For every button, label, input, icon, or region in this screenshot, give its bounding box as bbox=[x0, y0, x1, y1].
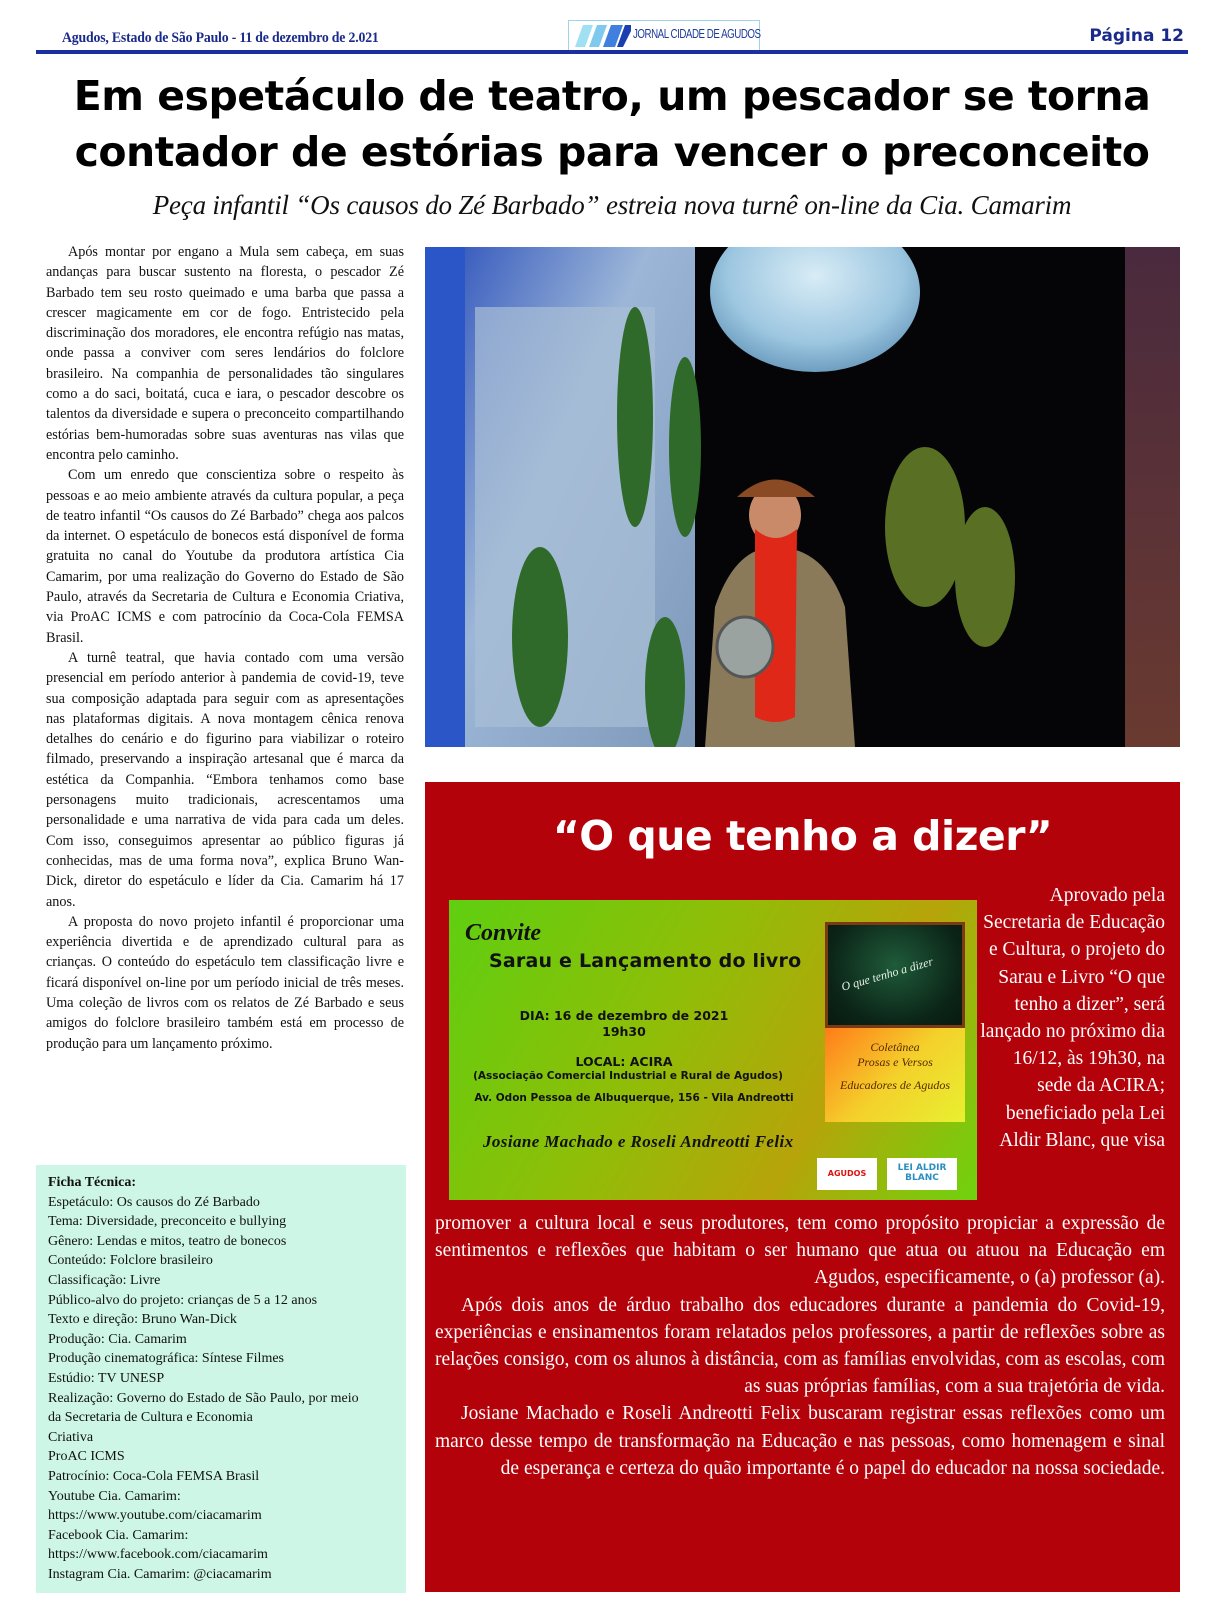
technical-sheet-line: Classificação: Livre bbox=[48, 1272, 161, 1288]
instagram-line: Instagram Cia. Camarim: @ciacamarim bbox=[48, 1566, 272, 1582]
technical-sheet-line: Youtube Cia. Camarim: bbox=[48, 1488, 181, 1504]
youtube-link[interactable]: https://www.youtube.com/ciacamarim bbox=[48, 1508, 262, 1524]
technical-sheet bbox=[36, 1165, 406, 1593]
invitation-local-full: (Associação Comercial Industrial e Rural de Agudos) bbox=[473, 1070, 783, 1082]
technical-sheet-line: Estúdio: TV UNESP bbox=[48, 1370, 165, 1386]
technical-sheet-line: Realização: Governo do Estado de São Paulo, por meio bbox=[48, 1390, 359, 1406]
headline-line-2: contador de estórias para vencer o preconceito bbox=[74, 128, 1150, 176]
invitation-label: Convite bbox=[465, 920, 541, 946]
technical-sheet-line: Tema: Diversidade, preconceito e bullying bbox=[48, 1214, 287, 1230]
invitation-heading: Sarau e Lançamento do livro bbox=[489, 950, 802, 972]
technical-sheet-line: Produção cinematográfica: Síntese Filmes bbox=[48, 1351, 284, 1367]
agudos-logo: AGUDOS bbox=[817, 1158, 877, 1190]
subheadline: Peça infantil “Os causos do Zé Barbado” estreia nova turnê on-line da Cia. Camarim bbox=[152, 190, 1072, 220]
technical-sheet-line: da Secretaria de Cultura e Economia bbox=[48, 1410, 253, 1426]
dateline: Agudos, Estado de São Paulo - 11 de dezembro de 2.021 bbox=[62, 30, 379, 46]
logo-stripes-icon bbox=[575, 25, 631, 47]
technical-sheet-title: Ficha Técnica: bbox=[48, 1175, 137, 1190]
theater-photo bbox=[425, 247, 1180, 747]
technical-sheet-line: Texto e direção: Bruno Wan-Dick bbox=[48, 1312, 237, 1328]
page-number: Página 12 bbox=[1089, 26, 1184, 46]
technical-sheet-line: Criativa bbox=[48, 1429, 94, 1445]
chalkboard bbox=[825, 922, 965, 1028]
sarau-side-text: Aprovado pela Secretaria de Educação e Cultura, o projeto do Sarau e Livro “O que tenho a dizer”, será lançado no próximo dia 16/12, às 19h30, na sede da ACIRA; beneficiado pela Lei Aldir Blanc, que visa bbox=[980, 885, 1165, 1151]
invitation-authors: Josiane Machado e Roseli Andreotti Felix bbox=[483, 1132, 794, 1151]
sarau-body bbox=[435, 1210, 1165, 1482]
article-paragraph: A proposta do novo projeto infantil é proporcionar uma experiência divertida e de aprendizado cultural para as crianças. O conteúdo do espetáculo tem classificação livre e ficará disponível on-line por um período inicial de três meses. Uma coleção de livros com os relatos de Zé Barbado e seus amigos do folclore brasileiro também está em processo de produção para um lançamento próximo. bbox=[46, 913, 404, 1052]
technical-sheet-line: Espetáculo: Os causos do Zé Barbado bbox=[48, 1194, 260, 1210]
article-paragraph: A turnê teatral, que havia contado com uma versão presencial em período anterior à pandemia de covid-19, teve sua composição adaptada para seguir com as apresentações nas plataformas digitais. A nova montagem cênica renova detalhes do cenário e do figurino para viabilizar o roteiro filmado, preservando a inspiração artesanal que é marca da estética da Companhia. “Embora tenhamos como base personagens muito tradicionais, acrescentamos uma personalidade e uma narrativa de vida para cada um deles. Com isso, conseguimos apresentar ao público figuras já conhecidas, mas de uma forma nova”, explica Bruno Wan-Dick, diretor do espetáculo e líder da Cia. Camarim há 17 anos. bbox=[46, 649, 404, 910]
facebook-link[interactable]: https://www.facebook.com/ciacamarim bbox=[48, 1547, 268, 1563]
article-paragraph: Com um enredo que conscientiza sobre o respeito às pessoas e ao meio ambiente através da cultura popular, a peça de teatro infantil “Os causos do Zé Barbado” chega aos palcos da internet. O espetáculo de bonecos está disponível de forma gratuita no canal do Youtube da produtora artística Cia Camarim, por uma realização do Governo do Estado de São Paulo, através da Secretaria de Cultura e Economia Criativa, via ProAC ICMS e com patrocínio da Coca-Cola FEMSA Brasil. bbox=[46, 467, 404, 646]
technical-sheet-line: Patrocínio: Coca-Cola FEMSA Brasil bbox=[48, 1468, 260, 1484]
technical-sheet-line: ProAC ICMS bbox=[48, 1449, 125, 1465]
sarau-paragraph: promover a cultura local e seus produtores, tem como propósito propiciar a expressão de sentimentos e reflexões que habitam o ser humano que atua ou atuou na Educação em Agudos, especificamente, o (a) professor (a). bbox=[435, 1213, 1165, 1289]
invitation-card bbox=[449, 900, 977, 1200]
invitation-time: 19h30 bbox=[602, 1024, 646, 1039]
theater-scene-illustration bbox=[425, 247, 1180, 747]
sarau-paragraph: Após dois anos de árduo trabalho dos educadores durante a pandemia do Covid-19, experiências e ensinamentos foram relatados pelos professores, a partir de reflexões sobre as relações consigo, com os alunos à distância, com as famílias envolvidas, com as escolas, com as suas próprias famílias, com a sua trajetória de vida. bbox=[435, 1294, 1165, 1398]
book-cover-text bbox=[825, 1028, 965, 1122]
headline-line-1: Em espetáculo de teatro, um pescador se torna bbox=[73, 72, 1151, 120]
book-cover-line: Prosas e Versos bbox=[857, 1055, 933, 1069]
newspaper-logo bbox=[568, 20, 760, 51]
masthead bbox=[36, 20, 1188, 56]
header-rule bbox=[36, 50, 1188, 54]
sponsor-logos bbox=[817, 1158, 967, 1192]
sarau-section bbox=[425, 782, 1180, 1592]
technical-sheet-line: Público-alvo do projeto: crianças de 5 a 12 anos bbox=[48, 1292, 318, 1308]
invitation-address: Av. Odon Pessoa de Albuquerque, 156 - Vila Andreotti bbox=[474, 1092, 794, 1104]
book-cover-line: Educadores de Agudos bbox=[840, 1078, 950, 1092]
technical-sheet-line: Produção: Cia. Camarim bbox=[48, 1331, 187, 1347]
logo-text: JORNAL CIDADE DE AGUDOS bbox=[633, 27, 761, 41]
headline bbox=[36, 68, 1188, 180]
book-cover-line: Coletânea bbox=[870, 1040, 920, 1054]
invitation-local: LOCAL: ACIRA bbox=[575, 1054, 673, 1069]
article-body bbox=[46, 242, 404, 1054]
article-paragraph: Após montar por engano a Mula sem cabeça, em suas andanças para buscar sustento na floresta, o pescador Zé Barbado tem seu rosto queimado e uma barba que passa a crescer magicamente em cor de fogo. Entristecido pela discriminação dos moradores, ele encontra refúgio nas matas, onde passa a conviver com seres lendários do folclore brasileiro. Na companhia de personalidades tão singulares como a do saci, boitatá, cuca e iara, o pescador descobre os talentos da diversidade e supera o preconceito compartilhando estórias bem-humoradas sobre suas aventuras nas vilas que encontra pelo caminho. bbox=[46, 244, 404, 463]
aldir-blanc-logo: LEI ALDIR BLANC bbox=[887, 1158, 957, 1190]
invitation-date: DIA: 16 de dezembro de 2021 bbox=[519, 1008, 729, 1023]
sarau-paragraph: Josiane Machado e Roseli Andreotti Felix buscaram registrar essas reflexões como um marco desse tempo de transformação na Educação e nas pessoas, como homenagem e sinal de esperança e certeza do quão importante é o papel do educador na nossa sociedade. bbox=[435, 1403, 1165, 1479]
technical-sheet-line: Facebook Cia. Camarim: bbox=[48, 1527, 189, 1543]
technical-sheet-line: Conteúdo: Folclore brasileiro bbox=[48, 1253, 213, 1269]
chalkboard-text: O que tenho a dizer bbox=[839, 954, 935, 994]
sarau-title: “O que tenho a dizer” bbox=[552, 812, 1053, 860]
book-cover bbox=[825, 922, 965, 1122]
technical-sheet-line: Gênero: Lendas e mitos, teatro de bonecos bbox=[48, 1233, 287, 1249]
